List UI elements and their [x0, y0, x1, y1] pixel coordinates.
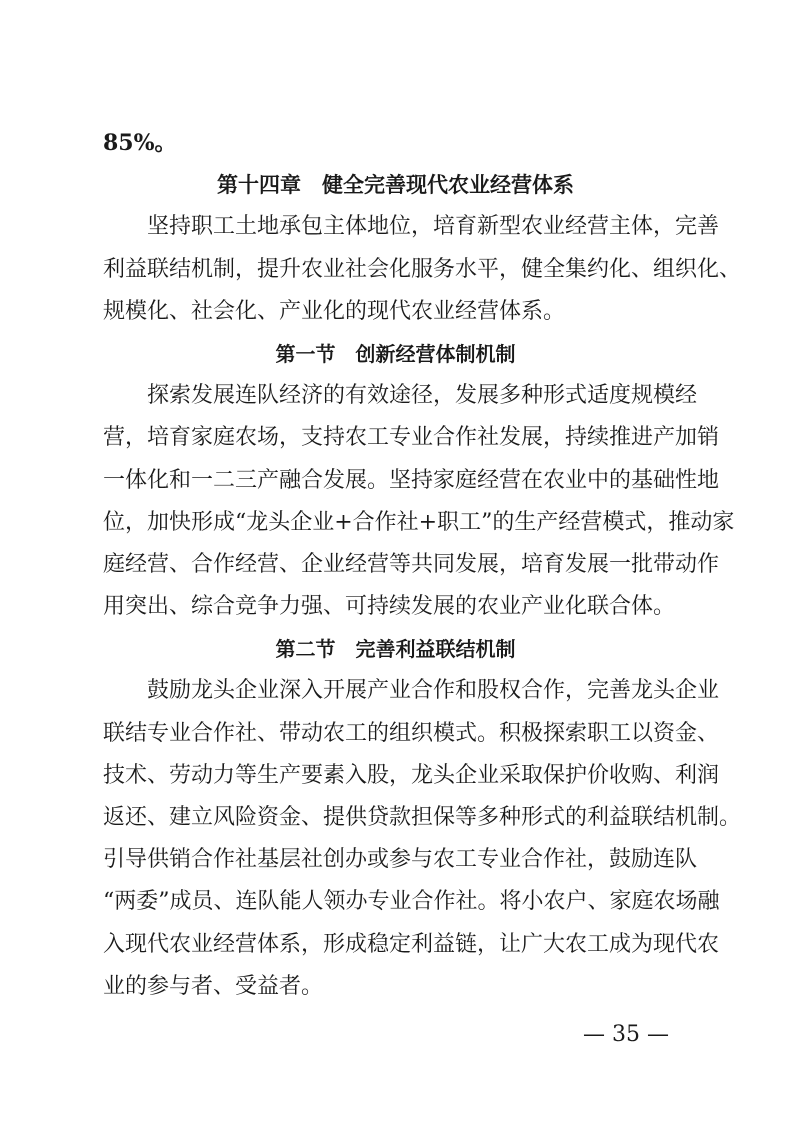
section-heading: 第二节 完善利益联结机制 [275, 637, 516, 662]
text-line: 联结专业合作社、带动农工的组织模式。积极探索职工以资金、 [103, 720, 720, 746]
text-line: 鼓励龙头企业深入开展产业合作和股权合作，完善龙头企业 [147, 678, 720, 704]
text-line: 入现代农业经营体系，形成稳定利益链，让广大农工成为现代农 [103, 931, 720, 957]
text-line: 返还、建立风险资金、提供贷款担保等多种形式的利益联结机制。 [103, 805, 742, 830]
text-line: 用突出、综合竞争力强、可持续发展的农业产业化联合体。 [103, 594, 676, 620]
section-heading: 第一节 创新经营体制机制 [275, 341, 516, 366]
text-line: 引导供销合作社基层社创办或参与农工专业合作社，鼓励连队 [103, 847, 698, 873]
text-line: 技术、劳动力等生产要素入股，龙头企业采取保护价收购、利润 [103, 762, 720, 788]
text-line: 庭经营、合作经营、企业经营等共同发展，培育发展一批带动作 [103, 551, 720, 577]
chapter-heading: 第十四章 健全完善现代农业经营体系 [217, 173, 574, 198]
text-line: 利益联结机制，提升农业社会化服务水平，健全集约化、组织化、 [103, 256, 742, 282]
text-line: 营，培育家庭农场，支持农工专业合作社发展，持续推进产加销 [103, 425, 720, 451]
text-line: “两委”成员、连队能人领办专业合作社。将小农户、家庭农场融 [103, 889, 720, 915]
text-line: 位，加快形成“龙头企业+合作社+职工”的生产经营模式，推动家 [103, 509, 735, 535]
text-line: 业的参与者、受益者。 [103, 973, 324, 999]
page-number: — 35 — [583, 1022, 669, 1047]
text-line: 探索发展连队经济的有效途径，发展多种形式适度规模经 [147, 383, 698, 409]
text-line: 85%。 [103, 130, 177, 156]
text-line: 一体化和一二三产融合发展。坚持家庭经营在农业中的基础性地 [103, 467, 720, 493]
text-line: 规模化、社会化、产业化的现代农业经营体系。 [103, 298, 566, 324]
document-body [103, 128, 742, 1014]
text-line: 坚持职工土地承包主体地位，培育新型农业经营主体，完善 [147, 214, 720, 240]
